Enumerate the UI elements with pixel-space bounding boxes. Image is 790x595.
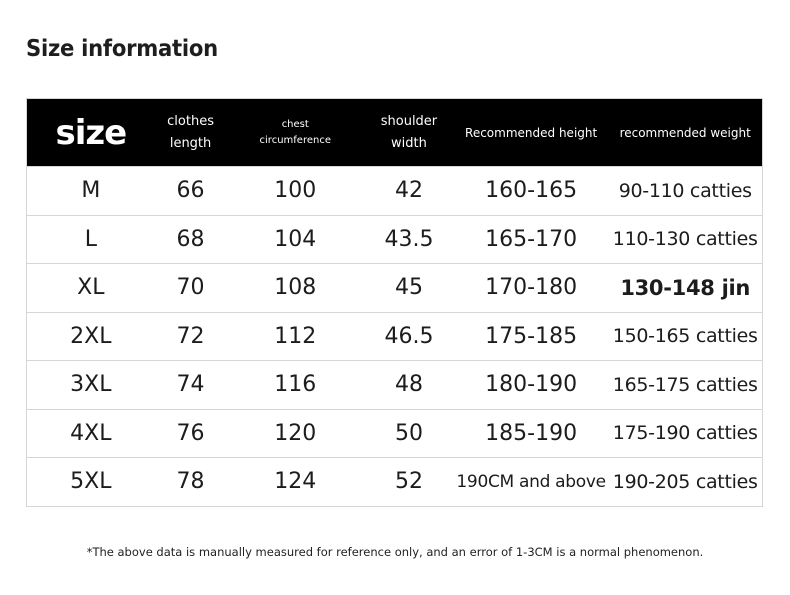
cell-height: 170-180 — [485, 275, 578, 301]
cell-size: M — [81, 178, 101, 204]
cell-shoulder: 52 — [394, 469, 423, 495]
cell-shoulder: 45 — [394, 275, 423, 301]
header-shoulder-width — [364, 99, 454, 166]
cell-size: 5XL — [70, 469, 112, 495]
cell-weight: 90-110 catties — [618, 179, 752, 202]
header-chest-line2: circumference — [259, 134, 331, 146]
cell-weight: 165-175 catties — [612, 373, 758, 396]
table-header — [27, 99, 762, 166]
header-recommended-weight: recommended weight — [619, 125, 751, 140]
header-size: size — [55, 112, 127, 153]
cell-weight: 130-148 jin — [620, 275, 751, 300]
measurement-note: *The above data is manually measured for reference only, and an error of 1-3CM is a normal phenomenon. — [86, 545, 704, 559]
cell-size: L — [84, 226, 97, 252]
cell-size: XL — [77, 275, 105, 301]
header-clothes-length — [155, 99, 227, 166]
cell-length: 72 — [176, 323, 205, 349]
cell-height: 180-190 — [485, 372, 578, 398]
cell-chest: 112 — [274, 323, 317, 349]
cell-length: 74 — [176, 372, 205, 398]
cell-shoulder: 46.5 — [384, 323, 434, 349]
cell-weight: 150-165 catties — [612, 325, 758, 348]
cell-shoulder: 48 — [394, 372, 423, 398]
cell-weight: 175-190 catties — [612, 422, 758, 445]
size-table — [26, 98, 763, 507]
cell-height: 175-185 — [485, 323, 578, 349]
cell-size: 2XL — [70, 323, 112, 349]
header-recommended-height: Recommended height — [465, 125, 598, 140]
header-clothes-length-line1: clothes — [167, 113, 214, 129]
table-row — [27, 312, 762, 361]
table-row — [27, 263, 762, 312]
table-row — [27, 457, 762, 506]
table-row — [27, 215, 762, 264]
cell-height: 185-190 — [485, 420, 578, 446]
cell-height: 165-170 — [485, 226, 578, 252]
cell-shoulder: 42 — [394, 178, 423, 204]
header-chest-line1: chest — [281, 118, 309, 130]
cell-height: 190CM and above — [456, 471, 606, 492]
header-clothes-length-line2: length — [169, 135, 212, 151]
cell-chest: 120 — [274, 420, 317, 446]
table-row — [27, 409, 762, 458]
cell-shoulder: 50 — [394, 420, 423, 446]
header-shoulder-line2: width — [391, 135, 427, 151]
cell-length: 66 — [176, 178, 205, 204]
cell-height: 160-165 — [485, 178, 578, 204]
table-row — [27, 360, 762, 409]
cell-size: 3XL — [70, 372, 112, 398]
cell-chest: 100 — [274, 178, 317, 204]
page-title: Size information — [26, 36, 218, 62]
table-row — [27, 166, 762, 215]
cell-length: 76 — [176, 420, 205, 446]
cell-length: 68 — [176, 226, 205, 252]
cell-length: 70 — [176, 275, 205, 301]
cell-shoulder: 43.5 — [384, 226, 434, 252]
cell-size: 4XL — [70, 420, 112, 446]
cell-weight: 190-205 catties — [612, 470, 758, 493]
header-shoulder-line1: shoulder — [380, 113, 438, 129]
cell-chest: 108 — [274, 275, 317, 301]
cell-chest: 116 — [274, 372, 317, 398]
cell-chest: 104 — [274, 226, 317, 252]
cell-length: 78 — [176, 469, 205, 495]
header-chest-circumference — [226, 99, 364, 166]
cell-chest: 124 — [274, 469, 317, 495]
cell-weight: 110-130 catties — [612, 228, 758, 251]
